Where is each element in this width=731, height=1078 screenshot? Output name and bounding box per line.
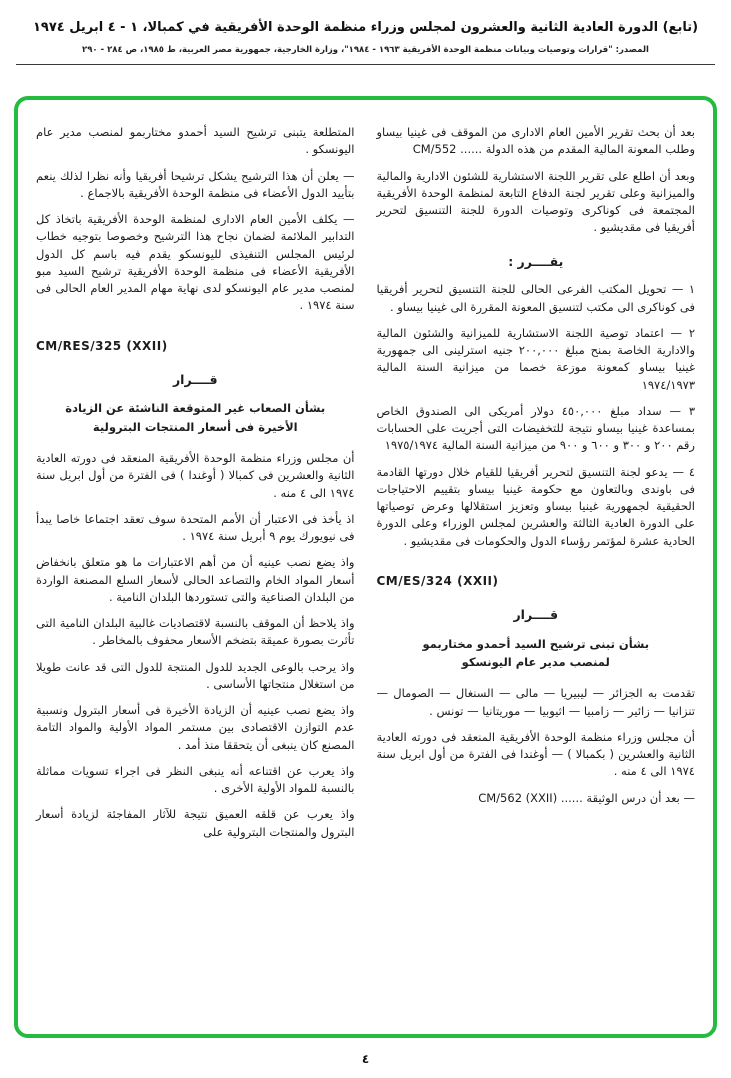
mandates-paragraph: — يكلف الأمين العام الادارى لمنظمة الوحدة الأفريقية باتخاذ كل التدابير الملائمة لضمان نجاح هذا الترشيح وخصوصا بتوجيه خطاب لرئيس المجلس التنفيذى لليونسكو يقدم فيه باسم كل الدول الأفريقية الأعضاء فى منظمة الوحدة الأفريقية ترشيح السيد مبو لمنصب مدير عام اليونسكو لدى نهاية مهام المدير العام الحالى فى سنة ١٩٧٤ .	[36, 212, 355, 313]
right-column	[377, 124, 696, 1020]
clause-4: ٤ — يدعو لجنة التنسيق لتحرير أفريقيا للقيام خلال دورتها القادمة فى باوندى وبالتعاون مع حكومة غينيا بيساو بتقييم الاحتياجات الحقيقية لجمهورية غينيا بيساو وتعزيز استقلالها وعرض توصياتها على الدورة العادية الثالثة والعشرين لمجلس الوزراء وعلى الدورة الحادية عشرة لمؤتمر رؤساء الدول والحكومات فى مقديشيو .	[376, 464, 695, 548]
page-number: ٤	[361, 1052, 370, 1066]
clause-1: ١ — تحويل المكتب الفرعى الحالى للجنة التنسيق لتحرير أفريقيا فى كوناكرى الى مكتب لتنسيق المعونة المقررة الى غينيا بيساو .	[376, 282, 695, 314]
continuation-paragraph: المتطلعة يتبنى ترشيح السيد أحمدو مختاربمو لمنصب مدير عام اليونسكو .	[36, 125, 355, 157]
resolution-subject: بشأن تبنى ترشيح السيد أحمدو مختاربمو لمنصب مدير عام اليونسكو	[422, 636, 650, 669]
resolution-subject-2: بشأن الصعاب غير المتوقعة الناشئة عن الزيادة الأخيرة فى أسعار المنتجات البترولية	[65, 401, 326, 434]
convinced-paragraph: واذ يعرب عن اقتناعه أنه ينبغى النظر فى اجراء تسويات مماثلة بالنسبة للمواد الأولية الأخرى .	[36, 763, 355, 796]
sponsors-paragraph: تقدمت به الجزائر — ليبيريا — مالى — السنغال — الصومال — تنزانيا — زائير — زامبيا — اثيوبيا — موريتانيا — تونس .	[376, 686, 695, 718]
mindful-paragraph-2: واذ يضع نصب عينيه أن الزيادة الأخيرة فى أسعار البترول ونسبية عدم التوازن الاقتصادى بين مستمر المواد الأولية والمواد التامة المصنع كان ينبغى أن يتحققا منذ أمد .	[36, 703, 355, 752]
header-divider	[16, 64, 715, 65]
document-header	[0, 0, 731, 55]
document-title: (تابع) الدورة العادية الثانية والعشرون لمجلس وزراء منظمة الوحدة الأفريقية في كمبالا، ١ - ٤ ابريل ١٩٧٤	[32, 20, 699, 35]
mindful-paragraph-1: واذ يضع نصب عينيه أن من أهم الاعتبارات ما هو متعلق بانخفاض أسعار المواد الخام والتصاعد الحالى لأسعار السلع المصنعة الواردة من البلدان الصناعية والتى تستوردها البلدان النامية .	[36, 555, 355, 604]
declares-paragraph: — يعلن أن هذا الترشيح يشكل ترشيحا أفريقيا وأنه نظرا لذلك ينعم بتأييد الدول الأعضاء فى منظمة الوحدة الأفريقية بالاجماع .	[36, 168, 355, 200]
document-ref-325: CM/RES/325 (XXII)	[36, 338, 168, 353]
clause-2: ٢ — اعتماد توصية اللجنة الاستشارية للميزانية والشئون المالية والادارية الخاصة بمنح مبلغ ٢٠٠,٠٠٠ جنيه استرلينى الى جمهورية غينيا بيساو كمعونة موزعة خصما من ميزانية السنة المالية ١٩٧٤/١٩٧٣	[376, 325, 695, 392]
clause-3: ٣ — سداد مبلغ ٤٥٠,٠٠٠ دولار أمريكى الى الصندوق الخاص بمساعدة غينيا بيساو نتيجة للتخفيضات التى أجريت على الحسابات رقم ٢٠٠ و ٣٠٠ و ٦٠٠ و ٩٠٠ من ميزانية السنة المالية ١٩٧٥/١٩٧٤	[376, 403, 695, 453]
two-column-layout	[36, 124, 695, 1020]
decides-heading: يقــــرر :	[508, 253, 564, 269]
paragraph-cm562: — بعد أن درس الوثيقة ...... CM/562 (XXII)	[478, 790, 695, 805]
paragraph-cm552: بعد أن بحث تقرير الأمين العام الادارى من الموقف فى غينيا بيساو وطلب المعونة المالية المقدم من هذه الدولة ...... CM/552	[376, 125, 695, 157]
considering-paragraph: اذ يأخذ فى الاعتبار أن الأمم المتحدة سوف تعقد اجتماعا خاصا يبدأ فى نيويورك يوم ٩ أبريل سنة ١٩٧٤ .	[36, 511, 355, 544]
council-session-paragraph: أن مجلس وزراء منظمة الوحدة الأفريقية المنعقد فى دورته العادية الثانية والعشرين ( بكمبالا ) — أوغندا فى الفترة من أول ابريل سنة ١٩٧٤ الى ٤ منه .	[376, 729, 695, 779]
document-ref-324: CM/ES/324 (XXII)	[376, 573, 499, 588]
paragraph-review: وبعد أن اطلع على تقرير اللجنة الاستشارية للشئون الادارية والمالية والميزانية وعلى تقرير لجنة الدفاع التابعة لمنظمة الوحدة الأفريقية المجتمعة فى كوناكرى وتوصيات الدورة للجنة التنسيق لتحرير أفريقيا فى مقديشيو .	[376, 168, 695, 235]
resolution-heading: قــــرار	[513, 606, 559, 622]
document-source-line: المصدر: "قرارات وتوصيات وبيانات منظمة الوحدة الأفريقية ١٩٦٣ - ١٩٨٤"، وزارة الخارجية، جمهورية مصر العربية، ط ١٩٨٥، ص ٢٨٤ - ٢٩٠	[82, 45, 649, 55]
council-session-paragraph-2: أن مجلس وزراء منظمة الوحدة الأفريقية المنعقد فى دورته العادية الثانية والعشرين فى كمبالا ( أوغندا ) فى الفترة من أول ابريل سنة ١٩٧٤ الى ٤ منه .	[36, 451, 355, 500]
resolution-heading-2: قــــرار	[172, 371, 218, 387]
concern-paragraph: واذ يعرب عن قلقه العميق نتيجة للآثار المفاجئة لزيادة أسعار البترول والمنتجات البترولية على	[36, 807, 355, 839]
left-column	[36, 124, 355, 1020]
noting-paragraph: واذ يلاحظ أن الموقف بالنسبة لاقتصاديات غالبية البلدان النامية التى تأثرت بصورة عميقة بتضخم الأسعار محفوف بالمخاطر .	[36, 616, 355, 648]
content-frame	[14, 96, 717, 1038]
welcoming-paragraph: واذ يرحب بالوعى الجديد للدول المنتجة للدول التى قد عانت طويلا من استغلال منتجاتها الأساسى .	[36, 659, 355, 691]
